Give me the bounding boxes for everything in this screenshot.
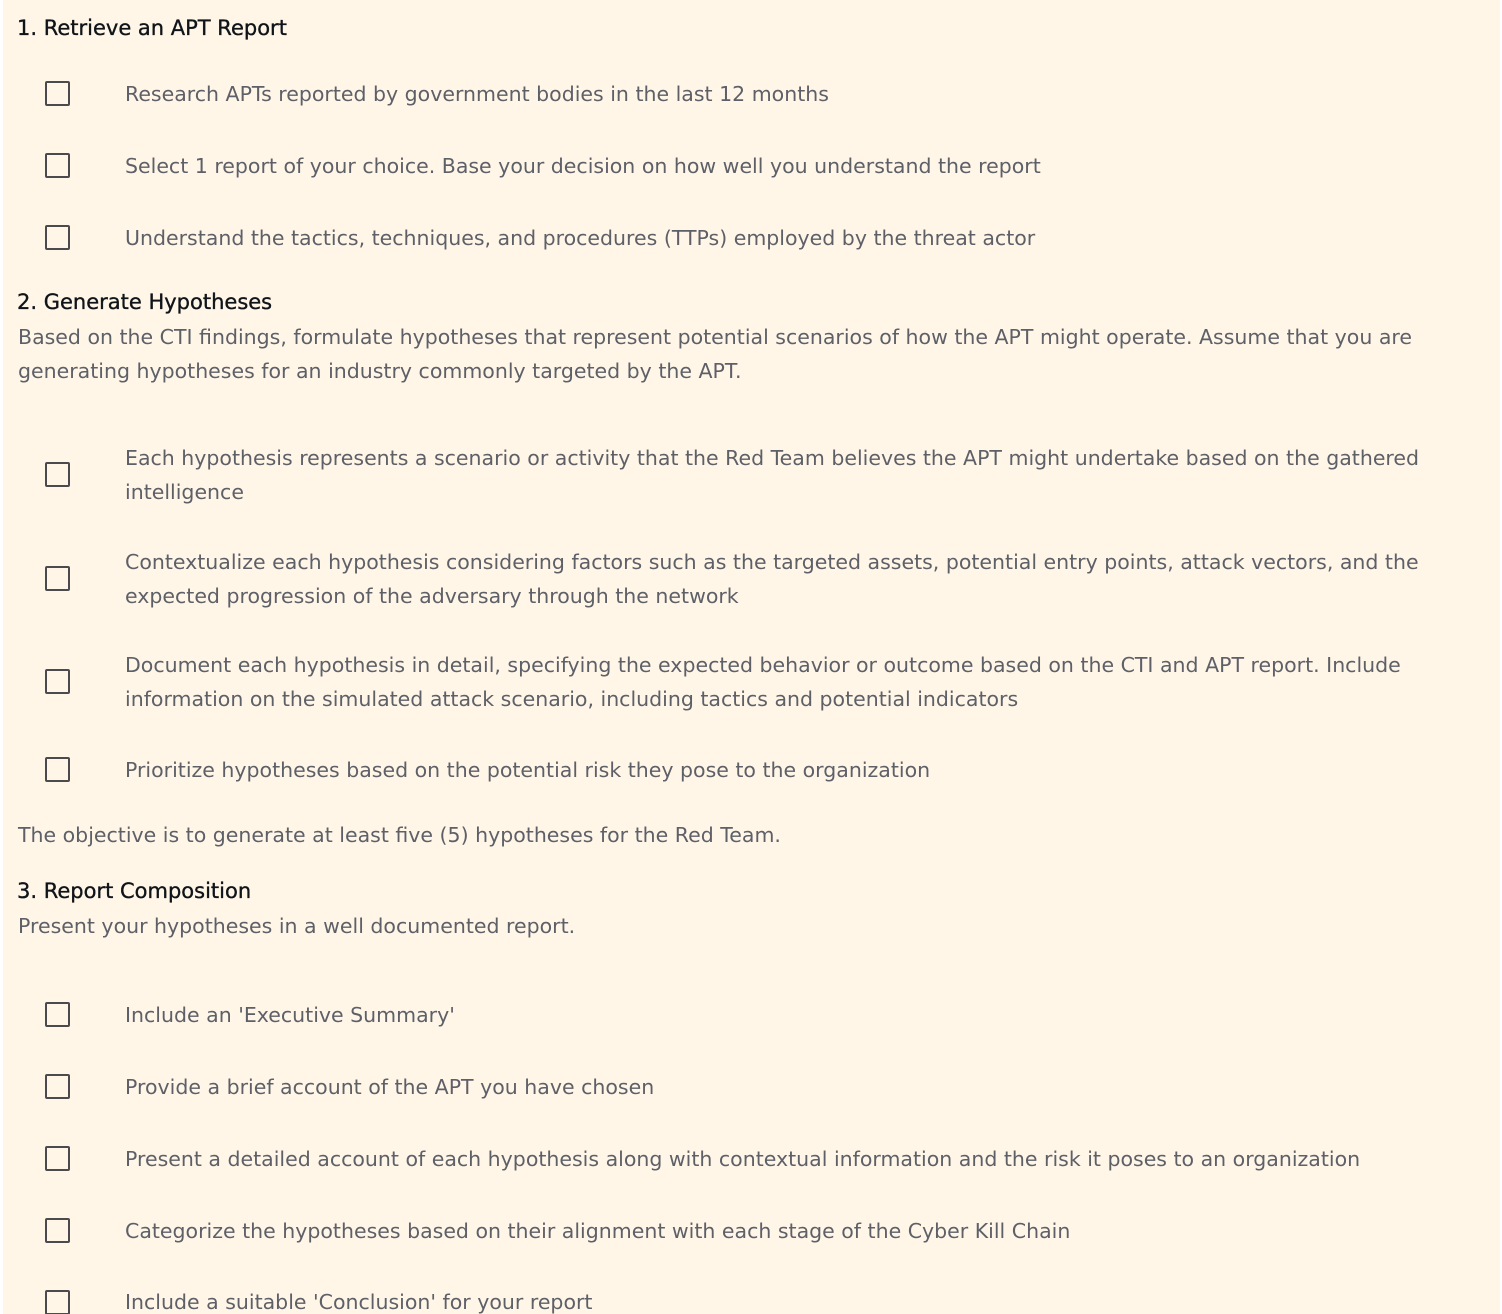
task-checkbox[interactable] xyxy=(45,1146,70,1171)
section-description: Based on the CTI findings, formulate hypotheses that represent potential scenarios of how the APT might operate. Assume that you are generating hypotheses for an industry commonly targeted by the APT. xyxy=(18,325,1412,383)
task-label: Understand the tactics, techniques, and procedures (TTPs) employed by the threat actor xyxy=(125,226,1036,250)
task-label: Include a suitable 'Conclusion' for your report xyxy=(125,1290,593,1314)
task-checkbox[interactable] xyxy=(45,462,70,487)
task-label: Categorize the hypotheses based on their alignment with each stage of the Cyber Kill Chain xyxy=(125,1219,1071,1243)
task-label: Contextualize each hypothesis considering factors such as the targeted assets, potential entry points, attack vectors, and the expected progression of the adversary through the network xyxy=(125,550,1419,608)
task-checkbox[interactable] xyxy=(45,81,70,106)
task-checkbox[interactable] xyxy=(45,757,70,782)
task-label: Include an 'Executive Summary' xyxy=(125,1003,455,1027)
section-description: Present your hypotheses in a well documented report. xyxy=(18,914,576,938)
task-label: Research APTs reported by government bodies in the last 12 months xyxy=(125,82,829,106)
section-title-retrieve-apt-report: 1. Retrieve an APT Report xyxy=(17,16,287,40)
task-checkbox[interactable] xyxy=(45,225,70,250)
checklist-page xyxy=(3,0,1500,1314)
objective-note: The objective is to generate at least five (5) hypotheses for the Red Team. xyxy=(18,823,781,847)
task-label: Each hypothesis represents a scenario or activity that the Red Team believes the APT might undertake based on the gathered intelligence xyxy=(125,446,1420,504)
task-checkbox[interactable] xyxy=(45,1002,70,1027)
task-label: Provide a brief account of the APT you have chosen xyxy=(125,1075,655,1099)
task-label: Document each hypothesis in detail, specifying the expected behavior or outcome based on the CTI and APT report. Include information on the simulated attack scenario, including tactics and potential indicators xyxy=(125,653,1401,711)
task-checkbox[interactable] xyxy=(45,1218,70,1243)
task-checkbox[interactable] xyxy=(45,1290,70,1314)
section-title-report-composition: 3. Report Composition xyxy=(17,879,252,903)
section-title-generate-hypotheses: 2. Generate Hypotheses xyxy=(17,290,273,314)
task-checkbox[interactable] xyxy=(45,566,70,591)
task-label: Present a detailed account of each hypothesis along with contextual information and the risk it poses to an organization xyxy=(125,1147,1361,1171)
task-checkbox[interactable] xyxy=(45,1074,70,1099)
task-checkbox[interactable] xyxy=(45,669,70,694)
task-label: Prioritize hypotheses based on the potential risk they pose to the organization xyxy=(125,758,931,782)
task-label: Select 1 report of your choice. Base your decision on how well you understand the report xyxy=(125,154,1041,178)
task-checkbox[interactable] xyxy=(45,153,70,178)
